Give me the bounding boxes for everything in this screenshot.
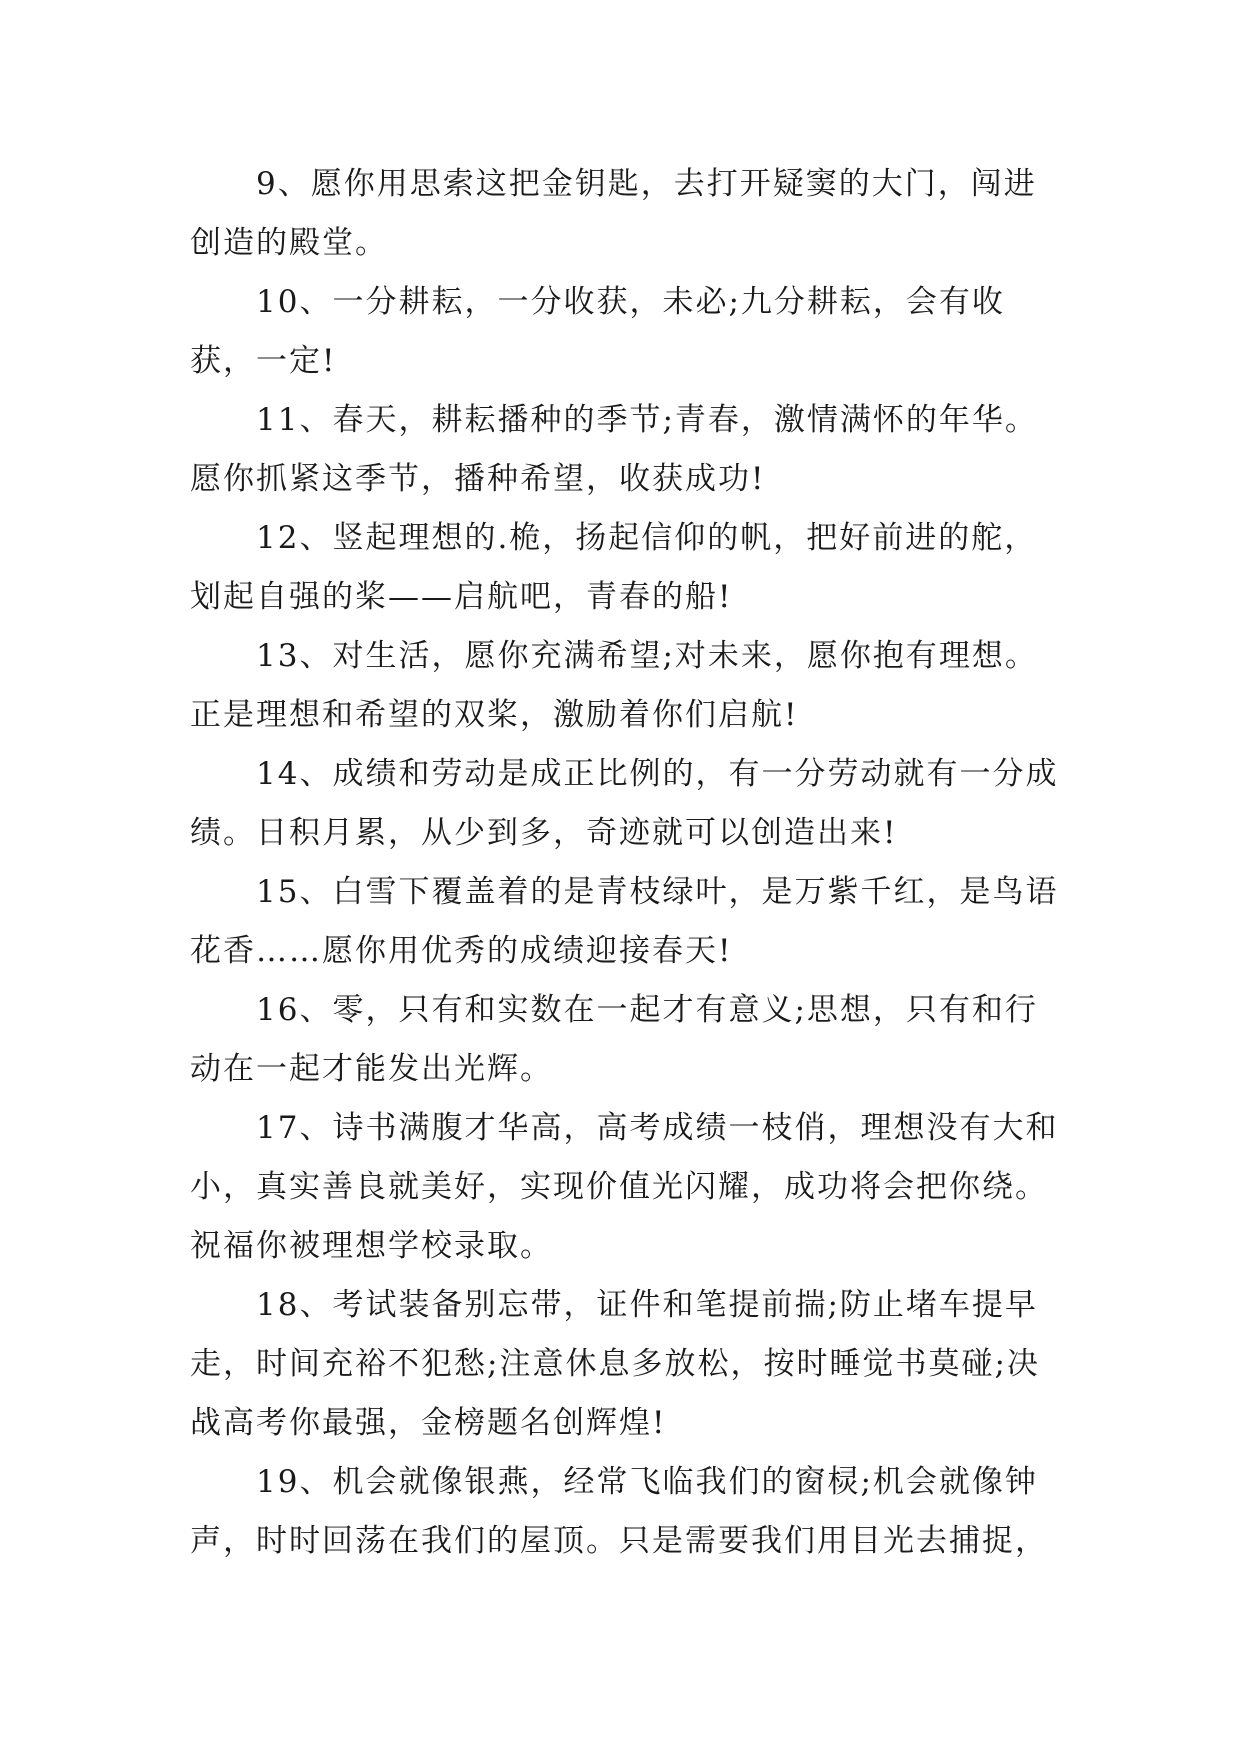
paragraph-9: 9、愿你用思索这把金钥匙，去打开疑窦的大门，闯进创造的殿堂。 [190, 166, 1037, 261]
paragraph-17: 17、诗书满腹才华高，高考成绩一枝俏，理想没有大和小，真实善良就美好，实现价值光闪耀，成功将会把你绕。祝福你被理想学校录取。 [190, 1110, 1059, 1264]
paragraph-16: 16、零，只有和实数在一起才有意义;思想，只有和行动在一起才能发出光辉。 [190, 992, 1038, 1087]
paragraph-10: 10、一分耕耘，一分收获，未必;九分耕耘，会有收获，一定! [190, 284, 1005, 379]
paragraph-14: 14、成绩和劳动是成正比例的，有一分劳动就有一分成绩。日积月累，从少到多，奇迹就可以创造出来! [190, 756, 1059, 851]
paragraph-11: 11、春天，耕耘播种的季节;青春，激情满怀的年华。愿你抓紧这季节，播种希望，收获成功! [190, 402, 1038, 497]
paragraph-13: 13、对生活，愿你充满希望;对未来，愿你抱有理想。正是理想和希望的双桨，激励着你们启航! [190, 638, 1038, 733]
paragraph-18: 18、考试装备别忘带，证件和笔提前揣;防止堵车提早走，时间充裕不犯愁;注意休息多放松，按时睡觉书莫碰;决战高考你最强，金榜题名创辉煌! [190, 1287, 1040, 1441]
paragraph-12: 12、竖起理想的.桅，扬起信仰的帆，把好前进的舵，划起自强的桨——启航吧，青春的船! [190, 520, 1038, 615]
document-body [190, 155, 1060, 1571]
paragraph-19: 19、机会就像银燕，经常飞临我们的窗棂;机会就像钟声，时时回荡在我们的屋顶。只是需要我们用目光去捕捉， [190, 1464, 1048, 1559]
paragraph-15: 15、白雪下覆盖着的是青枝绿叶，是万紫千红，是鸟语花香……愿你用优秀的成绩迎接春天! [190, 874, 1059, 969]
